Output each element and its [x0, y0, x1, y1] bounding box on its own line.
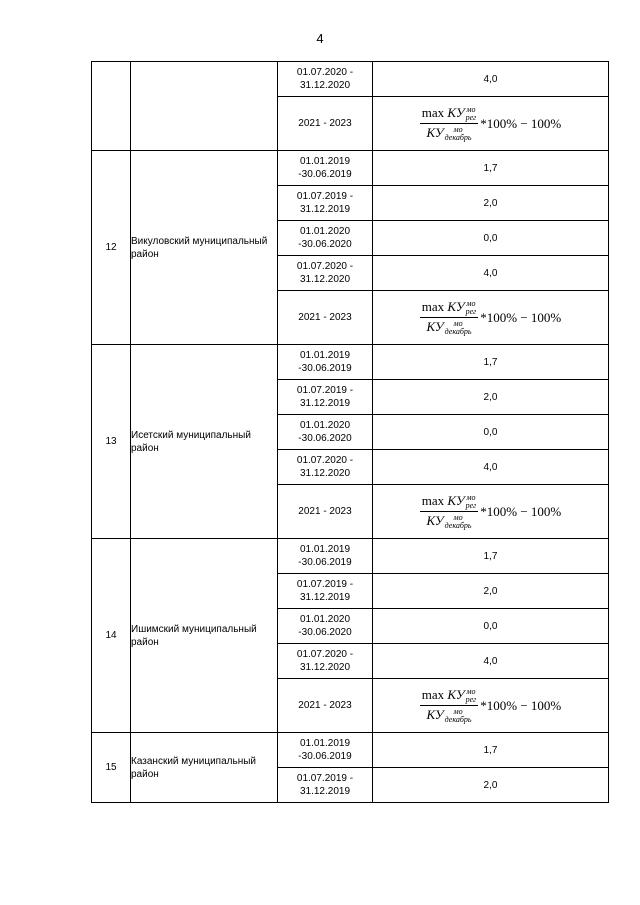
period-cell: 01.07.2019 - 31.12.2019: [278, 574, 373, 609]
formula-tail: *100% − 100%: [480, 309, 562, 325]
formula-indices: [466, 688, 477, 704]
row-number: 14: [92, 539, 131, 733]
period-cell: 01.07.2019 - 31.12.2019: [278, 186, 373, 221]
period-cell: 2021 - 2023: [278, 485, 373, 539]
period-cell: 01.01.2019 -30.06.2019: [278, 733, 373, 768]
period-cell: 01.01.2020 -30.06.2020: [278, 609, 373, 644]
formula-indices: [445, 514, 472, 530]
formula-indices: [466, 494, 477, 510]
formula-sup: мо: [466, 105, 476, 114]
district-name: Ишимский муниципальный район: [131, 539, 278, 733]
formula-variable: КУ: [426, 513, 444, 528]
row-number: 15: [92, 733, 131, 803]
formula-sub: декабрь: [444, 327, 472, 337]
value-cell: 0,0: [373, 415, 609, 450]
value-cell: 4,0: [373, 62, 609, 97]
formula-indices: [466, 106, 477, 122]
formula-cell: [373, 679, 609, 733]
formula-sub: декабрь: [444, 133, 472, 143]
formula-tail: *100% − 100%: [480, 503, 562, 519]
formula-sup: мо: [453, 513, 463, 523]
period-cell: 2021 - 2023: [278, 97, 373, 151]
district-name: Викуловский муниципальный район: [131, 151, 278, 345]
period-cell: 01.01.2020 -30.06.2020: [278, 221, 373, 256]
formula-sup: мо: [466, 299, 476, 308]
formula-denominator: [424, 512, 473, 530]
value-cell: 4,0: [373, 644, 609, 679]
value-cell: 0,0: [373, 221, 609, 256]
formula-denominator: [424, 318, 473, 336]
period-cell: 01.07.2020 - 31.12.2020: [278, 644, 373, 679]
district-name: Казанский муниципальный район: [131, 733, 278, 803]
formula: [420, 299, 562, 336]
formula: [420, 493, 562, 530]
formula-fraction: [420, 299, 479, 336]
period-cell: 01.01.2019 -30.06.2019: [278, 539, 373, 574]
value-cell: 2,0: [373, 380, 609, 415]
table-row: [92, 345, 609, 380]
formula-variable: КУ: [447, 104, 465, 120]
formula-sub: рег: [465, 501, 477, 510]
formula-sup: мо: [453, 125, 463, 135]
formula: [420, 105, 562, 142]
formula-sup: мо: [453, 707, 463, 717]
formula-fraction: [420, 493, 479, 530]
formula-fraction: [420, 105, 479, 142]
value-cell: 1,7: [373, 345, 609, 380]
formula-denominator: [424, 124, 473, 142]
formula-sub: рег: [465, 695, 477, 704]
row-number-cell: [92, 62, 131, 151]
value-cell: 4,0: [373, 256, 609, 291]
formula-cell: [373, 291, 609, 345]
value-cell: 2,0: [373, 768, 609, 803]
formula-indices: [466, 300, 477, 316]
value-cell: 1,7: [373, 151, 609, 186]
period-cell: 01.01.2019 -30.06.2019: [278, 151, 373, 186]
formula-max: max: [421, 298, 445, 314]
formula-indices: [445, 320, 472, 336]
formula-numerator: [420, 299, 479, 318]
formula-sup: мо: [453, 319, 463, 329]
formula-numerator: [420, 105, 479, 124]
value-cell: 1,7: [373, 733, 609, 768]
formula-variable: КУ: [447, 298, 465, 314]
formula-variable: КУ: [447, 492, 465, 508]
formula-sub: рег: [465, 113, 477, 122]
row-number: 12: [92, 151, 131, 345]
formula-variable: КУ: [426, 319, 444, 334]
formula: [420, 687, 562, 724]
formula-sub: декабрь: [444, 715, 472, 725]
district-name: Исетский муниципальный район: [131, 345, 278, 539]
formula-fraction: [420, 687, 479, 724]
formula-numerator: [420, 493, 479, 512]
period-cell: 01.07.2020 - 31.12.2020: [278, 62, 373, 97]
table-row: [92, 62, 609, 97]
formula-sup: мо: [466, 687, 476, 696]
period-cell: 01.01.2020 -30.06.2020: [278, 415, 373, 450]
rates-table: [91, 61, 609, 803]
formula-max: max: [421, 686, 445, 702]
value-cell: 2,0: [373, 574, 609, 609]
formula-variable: КУ: [426, 125, 444, 140]
row-number: 13: [92, 345, 131, 539]
formula-variable: КУ: [426, 707, 444, 722]
period-cell: 01.07.2020 - 31.12.2020: [278, 256, 373, 291]
formula-tail: *100% − 100%: [480, 115, 562, 131]
formula-sub: рег: [465, 307, 477, 316]
period-cell: 01.07.2019 - 31.12.2019: [278, 768, 373, 803]
period-cell: 01.07.2020 - 31.12.2020: [278, 450, 373, 485]
period-cell: 01.01.2019 -30.06.2019: [278, 345, 373, 380]
formula-indices: [445, 126, 472, 142]
district-name-cell: [131, 62, 278, 151]
formula-denominator: [424, 706, 473, 724]
formula-cell: [373, 485, 609, 539]
formula-variable: КУ: [447, 686, 465, 702]
formula-max: max: [421, 492, 445, 508]
period-cell: 2021 - 2023: [278, 679, 373, 733]
table-row: [92, 151, 609, 186]
formula-max: max: [421, 104, 445, 120]
value-cell: 0,0: [373, 609, 609, 644]
page-number: 4: [316, 31, 324, 46]
formula-cell: [373, 97, 609, 151]
formula-numerator: [420, 687, 479, 706]
formula-sub: декабрь: [444, 521, 472, 531]
value-cell: 1,7: [373, 539, 609, 574]
period-cell: 2021 - 2023: [278, 291, 373, 345]
period-cell: 01.07.2019 - 31.12.2019: [278, 380, 373, 415]
formula-indices: [445, 708, 472, 724]
value-cell: 4,0: [373, 450, 609, 485]
value-cell: 2,0: [373, 186, 609, 221]
formula-tail: *100% − 100%: [480, 697, 562, 713]
formula-sup: мо: [466, 493, 476, 502]
table-row: [92, 733, 609, 768]
table-row: [92, 539, 609, 574]
